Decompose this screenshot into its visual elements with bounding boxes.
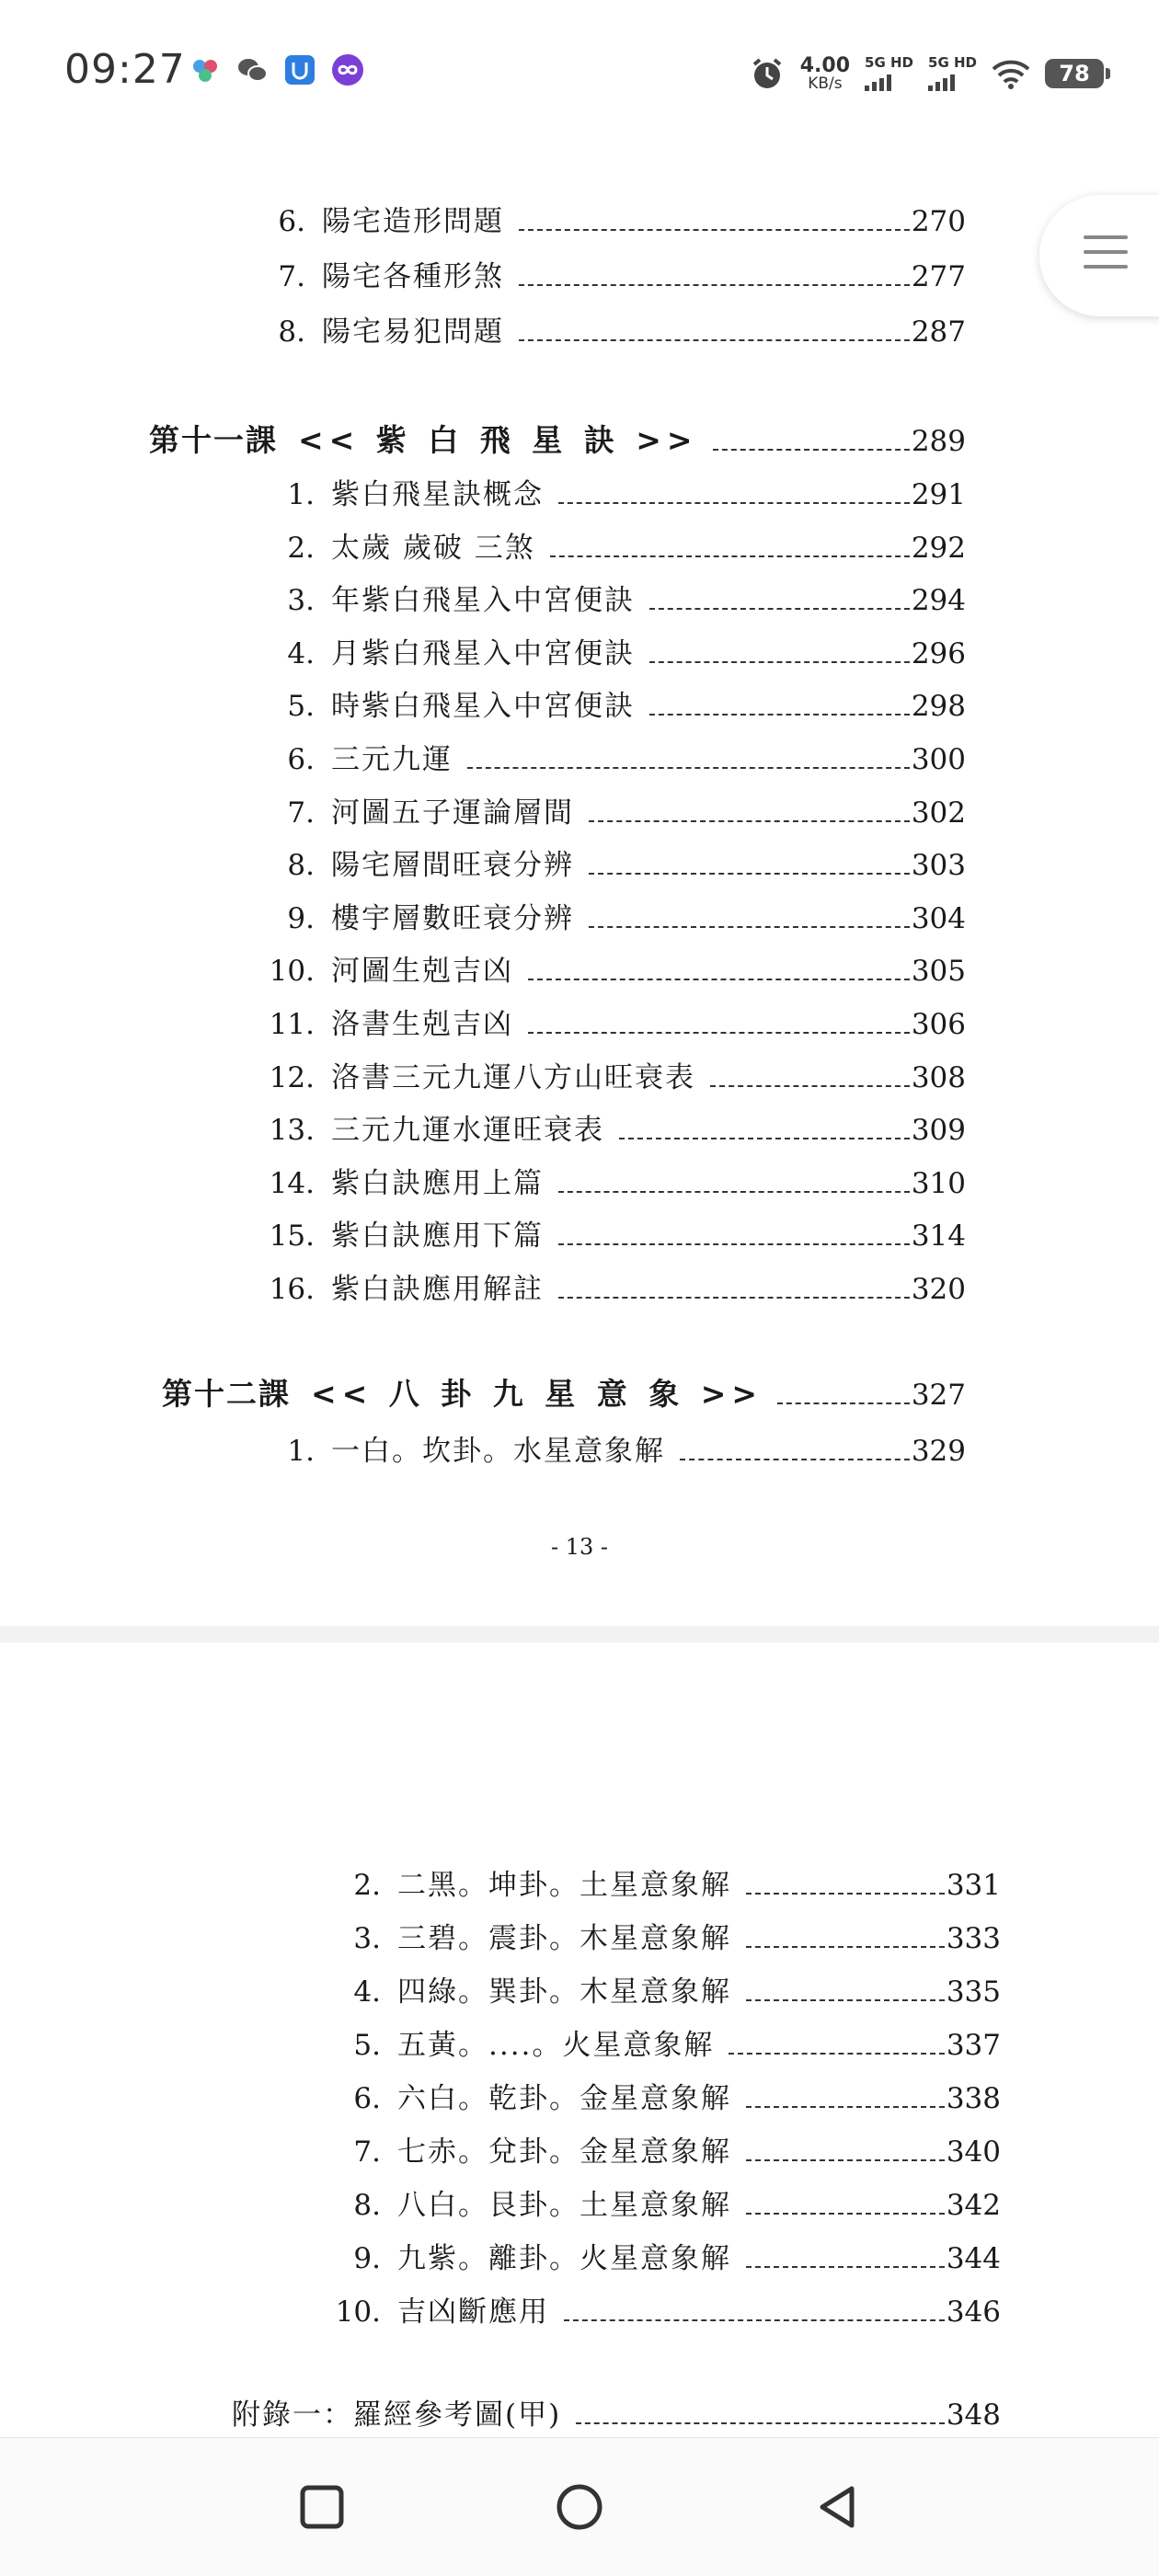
toc-entry-title: 月紫白飛星入中宮便訣 (331, 636, 635, 670)
status-bar (0, 0, 1159, 138)
lesson-label: 第十一課 (149, 422, 278, 458)
toc-entry-number: 10. (335, 2296, 381, 2329)
toc-entry (267, 736, 966, 777)
toc-entry-title: 紫白訣應用下篇 (331, 1219, 544, 1254)
toc-entry (267, 682, 966, 724)
sim2-signal (928, 56, 977, 91)
toc-entry-title: 六白。乾卦。金星意象解 (397, 2082, 731, 2115)
page-number: - 13 - (550, 1534, 608, 1560)
leader-dots (564, 2319, 945, 2321)
toc-entry-title: 二黑。坤卦。土星意象解 (397, 1869, 731, 1902)
hamburger-icon (1084, 235, 1128, 280)
toc-entry-number: 7. (278, 260, 305, 293)
leader-dots (558, 502, 910, 504)
leader-dots (589, 820, 910, 822)
toc-entry-title: 一白。坎卦。水星意象解 (331, 1435, 665, 1468)
toc-entry-title: 吉凶斷應用 (397, 2296, 549, 2329)
toc-entry-page: 270 (911, 205, 966, 238)
toc-entry (333, 1915, 1001, 1956)
toc-entry-number: 6. (278, 205, 305, 238)
toc-entry (333, 2235, 1001, 2276)
toc-entry-title: 陽宅層間旺衰分辨 (331, 849, 574, 883)
leader-dots (746, 2213, 945, 2215)
toc-entry-number: 11. (269, 1008, 315, 1041)
leader-dots (649, 661, 910, 663)
toc-entry-page: 340 (946, 2135, 1001, 2169)
toc-entry-page: 291 (911, 478, 966, 511)
toc-entry-number: 9. (353, 2242, 381, 2275)
alarm-icon (749, 55, 786, 92)
status-indicators (749, 46, 1104, 101)
leader-dots (519, 284, 910, 286)
page-divider (0, 1626, 1159, 1643)
toc-entry-title: 陽宅各種形煞 (322, 260, 504, 293)
toc-entry-title: 時紫白飛星入中宮便訣 (331, 690, 635, 724)
lesson-page: 289 (911, 425, 966, 458)
toc-entry-number: 8. (278, 315, 305, 349)
toc-entry (267, 1160, 966, 1201)
toc-entry-page: 344 (946, 2242, 1001, 2275)
toc-entry-number: 6. (353, 2082, 381, 2115)
leader-dots (519, 339, 910, 341)
toc-entry-number: 15. (269, 1219, 315, 1254)
leader-dots (746, 2266, 945, 2268)
lesson-heading (162, 1370, 966, 1414)
leader-dots (589, 873, 910, 875)
toc-entry (267, 471, 966, 512)
lesson-title: << 紫 白 飛 星 訣 >> (298, 422, 698, 458)
toc-entry-page: 306 (911, 1008, 966, 1041)
toc-entry-number: 12. (269, 1060, 315, 1094)
toc-entry (267, 895, 966, 936)
toc-entry-page: 302 (911, 796, 966, 830)
back-triangle-icon (813, 2483, 861, 2531)
toc-entry-title: 紫白飛星訣概念 (331, 478, 544, 511)
toc-entry-page: 298 (911, 690, 966, 724)
toc-entry (267, 253, 966, 294)
infinity-app-icon (331, 53, 364, 86)
toc-entry-number: 14. (269, 1166, 315, 1200)
leader-dots (746, 2106, 945, 2108)
toc-entry-number: 4. (287, 636, 315, 670)
toc-entry-title: 八白。艮卦。土星意象解 (397, 2189, 731, 2222)
network-speed-value: 4.00 (799, 53, 851, 77)
leader-dots (619, 1138, 910, 1139)
toc-entry-page: 304 (911, 901, 966, 935)
menu-drawer-handle[interactable] (1039, 195, 1159, 316)
toc-entry-title: 河圖生剋吉凶 (331, 955, 513, 989)
toc-entry-title: 年紫白飛星入中宮便訣 (331, 584, 635, 618)
leader-dots (649, 608, 910, 610)
toc-entry-page: 310 (911, 1166, 966, 1200)
wifi-icon (992, 58, 1030, 89)
toc-entry (333, 1861, 1001, 1903)
leader-dots (558, 1243, 910, 1245)
leader-dots (467, 767, 910, 769)
toc-entry (333, 1968, 1001, 2009)
network-speed-unit: KB/s (808, 74, 843, 93)
toc-entry-title: 三元九運水運旺衰表 (331, 1114, 604, 1148)
toc-entry (267, 1212, 966, 1254)
leader-dots (713, 449, 910, 451)
toc-entry-page: 308 (911, 1060, 966, 1094)
toc-entry (267, 947, 966, 989)
appendix-entry (232, 2391, 1001, 2433)
toc-entry (267, 308, 966, 349)
leader-dots (558, 1191, 910, 1193)
lesson-page: 327 (911, 1379, 966, 1412)
lesson-title: << 八 卦 九 星 意 象 >> (311, 1376, 763, 1412)
toc-entry-page: 303 (911, 849, 966, 883)
toc-entry-number: 5. (353, 2029, 381, 2062)
toc-entry-number: 9. (287, 901, 315, 935)
circle-icon (555, 2482, 604, 2532)
mask-app-icon (283, 53, 316, 86)
home-button[interactable] (547, 2475, 612, 2539)
toc-entry-title: 紫白訣應用上篇 (331, 1166, 544, 1200)
toc-entry-title: 河圖五子運論層間 (331, 796, 574, 830)
toc-entry-title: 陽宅易犯問題 (322, 315, 504, 349)
leader-dots (777, 1402, 910, 1404)
toc-entry-title: 太歲 歲破 三煞 (331, 531, 535, 565)
leader-dots (519, 229, 910, 231)
toc-entry-page: 287 (911, 315, 966, 349)
sim1-signal (865, 56, 913, 91)
toc-entry (267, 1427, 966, 1469)
toc-entry-number: 1. (287, 478, 315, 511)
appendix-page: 348 (946, 2399, 1001, 2432)
battery-level: 78 (1059, 61, 1090, 86)
toc-entry-page: 305 (911, 955, 966, 989)
toc-entry (267, 1106, 966, 1148)
leader-dots (576, 2422, 945, 2424)
toc-entry-page: 337 (946, 2029, 1001, 2062)
toc-entry-title: 樓宇層數旺衰分辨 (331, 901, 574, 935)
toc-entry (267, 1001, 966, 1042)
toc-entry-title: 七赤。兌卦。金星意象解 (397, 2135, 731, 2169)
toc-entry-page: 309 (911, 1114, 966, 1148)
recent-apps-button[interactable] (290, 2475, 354, 2539)
toc-entry-number: 3. (353, 1922, 381, 1955)
toc-entry-title: 陽宅造形問題 (322, 205, 504, 238)
back-button[interactable] (805, 2475, 869, 2539)
toc-entry-page: 296 (911, 636, 966, 670)
leader-dots (528, 979, 910, 980)
toc-entry-number: 8. (287, 849, 315, 883)
toc-entry-number: 7. (353, 2135, 381, 2169)
toc-entry-number: 4. (353, 1975, 381, 2009)
toc-entry-number: 10. (269, 955, 315, 989)
toc-entry (333, 2181, 1001, 2223)
toc-entry-title: 三碧。震卦。木星意象解 (397, 1922, 731, 1955)
toc-entry (267, 577, 966, 618)
toc-entry (333, 2075, 1001, 2116)
sim1-label: 5G HD (865, 54, 914, 71)
lesson-heading (149, 417, 966, 460)
toc-entry (267, 524, 966, 566)
toc-entry-page: 320 (911, 1273, 966, 1306)
toc-entry-title: 九紫。離卦。火星意象解 (397, 2242, 731, 2275)
toc-entry-number: 7. (287, 796, 315, 830)
toc-entry-number: 1. (287, 1435, 315, 1468)
network-speed (799, 53, 851, 93)
leader-dots (746, 1893, 945, 1895)
leader-dots (746, 1999, 945, 2001)
toc-entry-page: 342 (946, 2189, 1001, 2222)
toc-entry (267, 1054, 966, 1095)
toc-entry-number: 5. (287, 690, 315, 724)
square-icon (299, 2484, 345, 2530)
flower-app-icon (189, 53, 222, 86)
toc-entry-page: 277 (911, 260, 966, 293)
toc-entry-number: 2. (353, 1869, 381, 1902)
toc-entry-number: 13. (269, 1114, 315, 1148)
toc-entry-page: 338 (946, 2082, 1001, 2115)
toc-entry-title: 紫白訣應用解註 (331, 1273, 544, 1306)
leader-dots (729, 2053, 944, 2055)
signal-bars-icon (865, 73, 891, 91)
toc-entry (267, 1265, 966, 1307)
signal-bars-icon (928, 73, 955, 91)
toc-entry-title: 洛書三元九運八方山旺衰表 (331, 1060, 695, 1094)
toc-entry-page: 335 (946, 1975, 1001, 2009)
toc-entry-page: 329 (911, 1435, 966, 1468)
leader-dots (710, 1085, 910, 1087)
toc-entry (333, 2021, 1001, 2063)
navigation-bar (0, 2437, 1159, 2576)
leader-dots (550, 555, 910, 557)
toc-entry (333, 2128, 1001, 2170)
lesson-label: 第十二課 (162, 1376, 291, 1412)
toc-entry-page: 314 (911, 1219, 966, 1254)
sim2-label: 5G HD (928, 54, 977, 71)
leader-dots (649, 714, 910, 716)
battery-icon (1045, 59, 1104, 88)
leader-dots (589, 926, 910, 928)
toc-entry-title: 三元九運 (331, 743, 453, 776)
toc-entry-page: 346 (946, 2296, 1001, 2329)
leader-dots (528, 1032, 910, 1034)
toc-entry-number: 8. (353, 2189, 381, 2222)
toc-entry-page: 300 (911, 743, 966, 776)
toc-entry (267, 630, 966, 671)
toc-entry (267, 841, 966, 883)
status-time: 09:27 (64, 46, 186, 93)
leader-dots (746, 2159, 945, 2161)
leader-dots (680, 1459, 910, 1460)
leader-dots (746, 1946, 945, 1948)
leader-dots (558, 1297, 910, 1299)
toc-entry-page: 294 (911, 584, 966, 618)
toc-entry-title: 五黃。....。火星意象解 (397, 2029, 715, 2062)
toc-entry-title: 四綠。巽卦。木星意象解 (397, 1975, 731, 2009)
appendix-title: 附錄一：羅經參考圖(甲) (232, 2399, 562, 2432)
toc-entry-page: 333 (946, 1922, 1001, 1955)
toc-entry-title: 洛書生剋吉凶 (331, 1008, 513, 1041)
wechat-icon (235, 53, 269, 86)
toc-entry (267, 198, 966, 239)
toc-entry (267, 789, 966, 830)
toc-entry-number: 16. (269, 1273, 315, 1306)
toc-entry-number: 6. (287, 743, 315, 776)
toc-entry-number: 2. (287, 531, 315, 565)
toc-entry-number: 3. (287, 584, 315, 618)
toc-entry-page: 331 (946, 1869, 1001, 1902)
toc-entry-page: 292 (911, 531, 966, 565)
toc-entry (333, 2288, 1001, 2330)
